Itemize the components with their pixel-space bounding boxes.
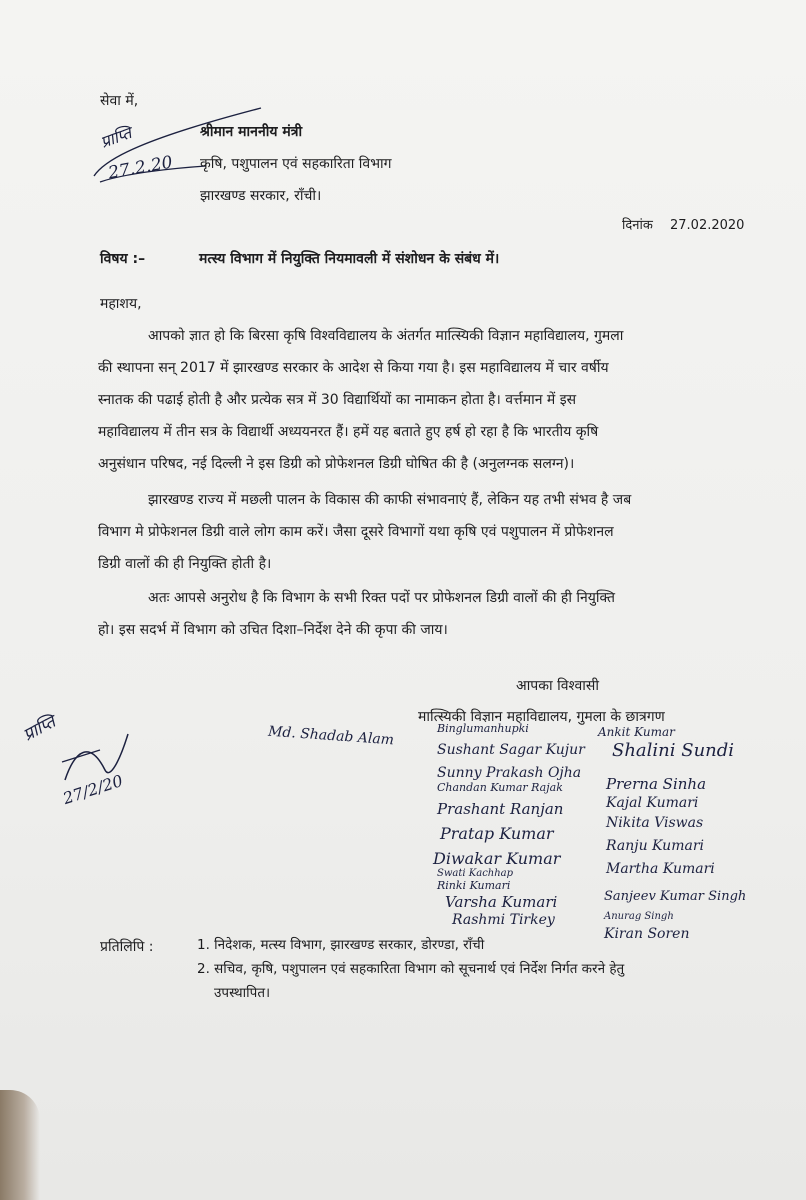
signature: Prerna Sinha [606,775,707,793]
recipient-line3: झारखण्ड सरकार, राँची। [200,188,322,204]
signature: Sushant Sagar Kujur [437,742,585,758]
signature: Rashmi Tirkey [452,912,555,928]
paragraph-2-line: डिग्री वालों की ही नियुक्ति होती है। [98,556,272,572]
paragraph-1-line: की स्थापना सन् 2017 में झारखण्ड सरकार के आदेश से किया गया है। इस महाविद्यालय में चार वर्षीय [98,360,609,376]
paragraph-1-line: स्नातक की पढाई होती है और प्रत्येक सत्र में 30 विद्यार्थियों का नामाकन होता है। वर्त्तमान में इस [98,392,577,408]
date-label: दिनांक [622,218,653,233]
receipt-date: 27.2.20 [106,152,175,184]
signature: Pratap Kumar [440,824,554,843]
margin-note-date: 27/2/20 [60,770,126,809]
paragraph-2-line: विभाग मे प्रोफेशनल डिग्री वाले लोग काम करें। जैसा दूसरे विभागों यथा कृषि एवं पशुपालन में प्रोफेशनल [98,524,614,540]
signature: Sunny Prakash Ojha [437,765,582,781]
paragraph-2-line: झारखण्ड राज्य में मछली पालन के विकास की काफी संभावनाएं हैं, लेकिन यह तभी संभव है जब [148,492,632,508]
signature: Swati Kachhap [437,868,514,879]
signature: Ranju Kumari [606,838,704,854]
paragraph-1 [98,320,738,480]
signature: Shalini Sundi [612,740,735,761]
signature: Rinki Kumari [437,879,511,892]
signature: Binglumanhupki [437,722,529,735]
receipt-word: प्राप्ति [97,123,134,152]
salutation-to: सेवा में, [100,93,139,109]
sender: मात्स्यिकी विज्ञान महाविद्यालय, गुमला के छात्रगण [418,709,665,725]
date-value: 27.02.2020 [670,218,745,233]
signature: Sanjeev Kumar Singh [604,889,747,904]
greeting: महाशय, [100,296,142,312]
cc-label: प्रतिलिपि : [100,939,154,955]
signature: Prashant Ranjan [437,800,564,818]
signature: Varsha Kumari [445,893,558,911]
margin-note-word: प्राप्ति [19,712,59,746]
closing: आपका विश्वासी [516,678,599,694]
signature: Ankit Kumar [598,725,675,739]
cc-item: 2. सचिव, कृषि, पशुपालन एवं सहकारिता विभाग को सूचनार्थ एवं निर्देश निर्गत करने हेतु [197,961,625,977]
recipient-line2: कृषि, पशुपालन एवं सहकारिता विभाग [200,156,392,172]
signature: Anurag Singh [604,911,674,922]
signature: Kajal Kumari [606,795,699,811]
signature: Kiran Soren [604,926,690,942]
subject-label: विषय :– [100,251,146,267]
signature: Martha Kumari [606,861,715,877]
paragraph-2 [98,484,738,580]
paragraph-1-line: महाविद्यालय में तीन सत्र के विद्यार्थी अध्ययनरत हैं। हमें यह बताते हुए हर्ष हो रहा है कि भारतीय कृषि [98,424,599,440]
cc-item-continuation: उपस्थापित। [214,985,271,1001]
signature: Md. Shadab Alam [267,723,395,749]
cc-item: 1. निदेशक, मत्स्य विभाग, झारखण्ड सरकार, डोरण्डा, राँची [197,937,485,953]
signature: Nikita Viswas [606,815,704,831]
paragraph-1-line: आपको ज्ञात हो कि बिरसा कृषि विश्वविद्यालय के अंतर्गत मात्स्यिकी विज्ञान महाविद्यालय, गुमला [148,328,624,344]
scan-edge-shadow [0,1090,40,1200]
recipient-line1: श्रीमान माननीय मंत्री [200,124,303,140]
signature: Chandan Kumar Rajak [437,781,563,794]
paragraph-1-line: अनुसंधान परिषद, नई दिल्ली ने इस डिग्री को प्रोफेशनल डिग्री घोषित की है (अनुलग्नक सलग्न)। [98,456,575,472]
paragraph-3-line: हो। इस सदर्भ में विभाग को उचित दिशा–निर्देश देने की कृपा की जाय। [98,622,448,638]
paragraph-3-line: अतः आपसे अनुरोध है कि विभाग के सभी रिक्त पदों पर प्रोफेशनल डिग्री वालों की ही नियुक्ति [148,590,616,606]
paragraph-3 [98,582,738,646]
subject-text: मत्स्य विभाग में नियुक्ति नियमावली में संशोधन के संबंध में। [199,251,500,267]
signature: Diwakar Kumar [433,849,561,868]
